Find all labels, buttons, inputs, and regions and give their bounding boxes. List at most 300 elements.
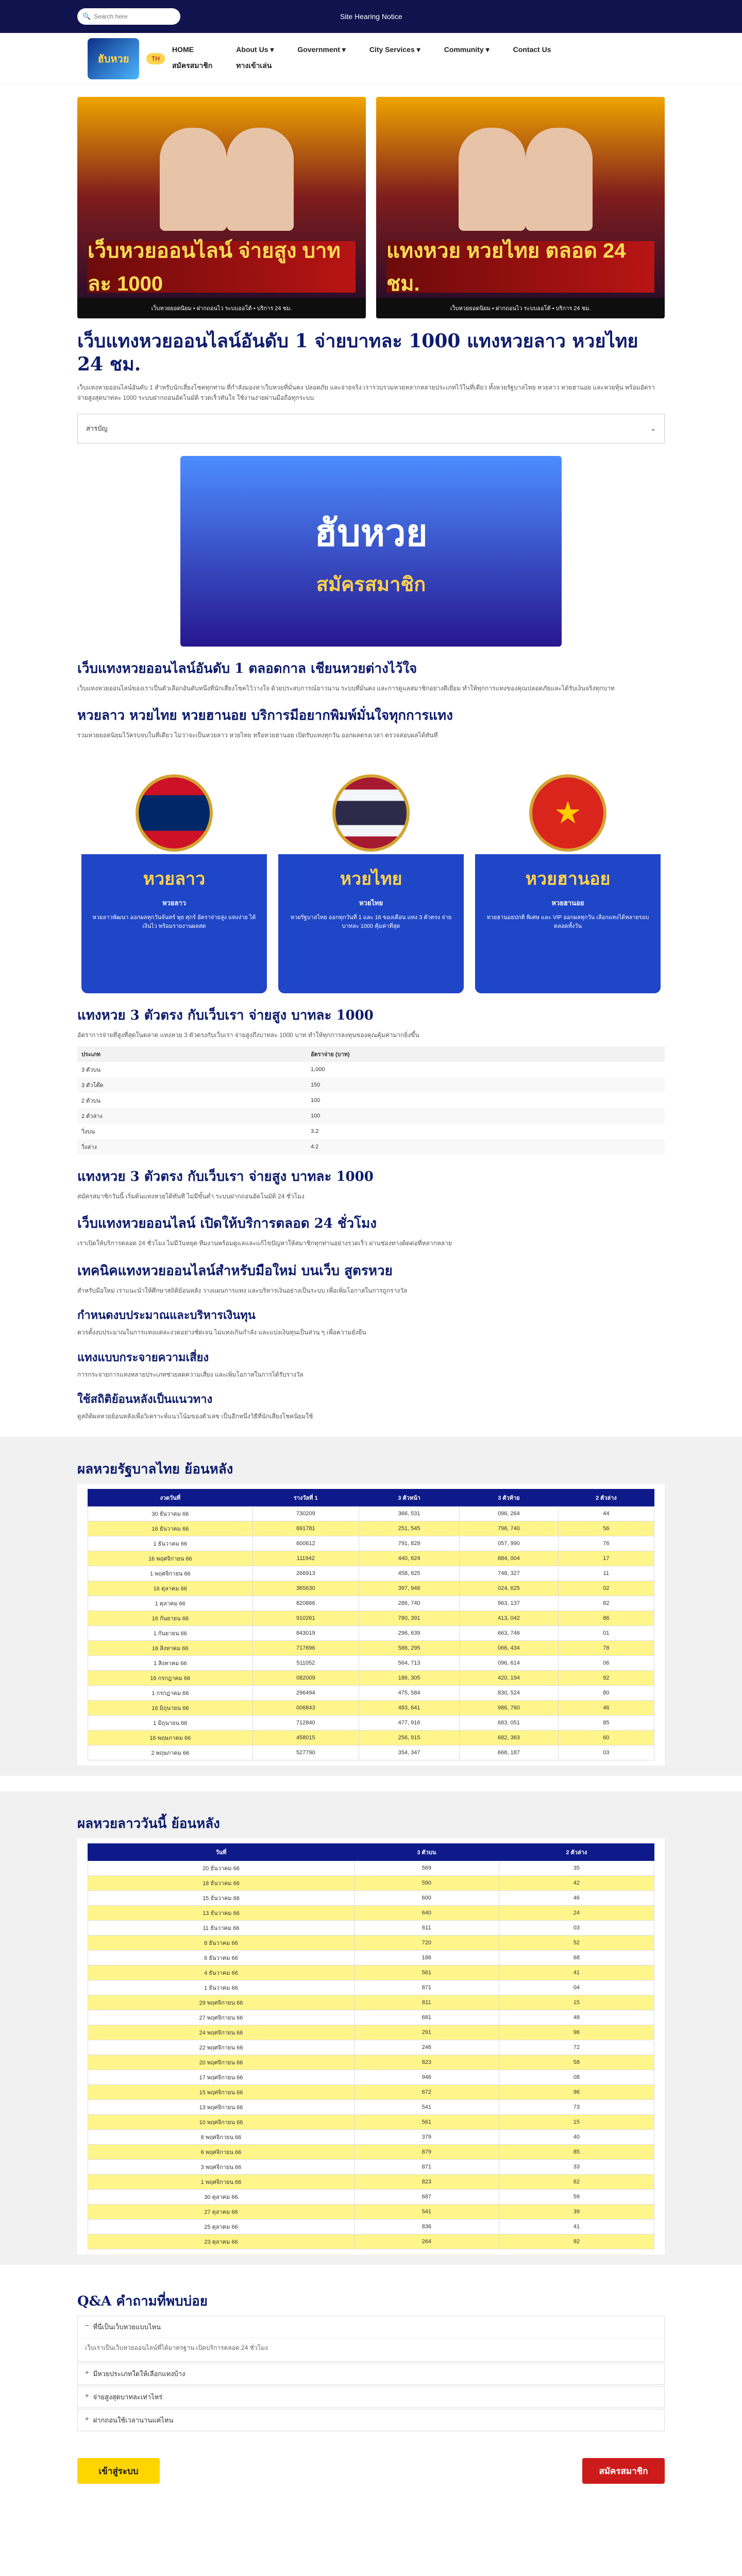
- table-header: รางวัลที่ 1: [252, 1489, 359, 1506]
- table-cell: 879: [354, 2145, 499, 2160]
- lottery-card-thai[interactable]: [278, 756, 464, 993]
- site-notice-link[interactable]: Site Hearing Notice: [340, 12, 402, 21]
- section-text: อัตราการจ่ายที่สูงที่สุดในตลาด แทงหวย 3 ตัวตรงกับเว็บเรา จ่ายสูงถึงบาทละ 1000 บาท ทำให้ทุกการลงทุนของคุณคุ้มค่ามากยิ่งขึ้น: [77, 1031, 419, 1039]
- table-cell: 16 กรกฎาคม 66: [88, 1671, 253, 1686]
- table-row: [88, 1701, 654, 1716]
- table-cell: 4 ธันวาคม 66: [88, 1965, 355, 1980]
- banner-headline: แทงหวย หวยไทย ตลอด 24 ชม.: [386, 241, 654, 293]
- nav-home[interactable]: HOME: [172, 45, 194, 54]
- table-cell: 024, 625: [460, 1581, 559, 1596]
- table-cell: 296, 639: [359, 1626, 459, 1641]
- table-cell: 366, 531: [359, 1506, 459, 1521]
- table-cell: 8 ธันวาคม 66: [88, 1936, 355, 1951]
- hero-banners: [0, 84, 742, 318]
- lottery-card-lao[interactable]: [81, 756, 267, 993]
- table-cell: 3.2: [310, 1128, 319, 1134]
- card-subtitle: หวยฮานอย: [551, 899, 584, 907]
- table-header: 3 ตัวหน้า: [359, 1489, 459, 1506]
- table-cell: 910261: [252, 1611, 359, 1626]
- table-cell: 15: [499, 1995, 654, 2010]
- table-cell: 590: [354, 1876, 499, 1891]
- table-cell: 057, 990: [460, 1536, 559, 1551]
- table-cell: 4.2: [307, 1139, 665, 1155]
- faq-question[interactable]: [78, 2316, 664, 2337]
- table-row: [88, 1906, 654, 1921]
- table-cell: 413, 042: [460, 1611, 559, 1626]
- table-cell: 22 พฤศจิกายน 66: [88, 2040, 355, 2055]
- lottery-card-hanoi[interactable]: [475, 756, 661, 993]
- faq-answer: เว็บเราเป็นเว็บหวยออนไลน์ที่ได้มาตรฐาน เปิดบริการตลอด 24 ชั่วโมง: [78, 2337, 664, 2361]
- table-row: [88, 1551, 654, 1566]
- table-cell: 946: [354, 2070, 499, 2085]
- table-row: [88, 1671, 654, 1686]
- search-icon: 🔍: [82, 12, 91, 20]
- table-cell: 823: [354, 2175, 499, 2190]
- table-cell: 40: [499, 2130, 654, 2145]
- section-heading: ผลหวยรัฐบาลไทย ย้อนหลัง: [77, 1462, 233, 1478]
- table-header: งวดวันที่: [88, 1489, 253, 1506]
- table-cell: 20 พฤศจิกายน 66: [88, 2055, 355, 2070]
- table-cell: 1 กรกฎาคม 66: [88, 1686, 253, 1701]
- table-cell: 2 พฤษภาคม 66: [88, 1745, 253, 1760]
- section-text: สมัครสมาชิกวันนี้ เริ่มต้นแทงหวยได้ทันที ไม่มีขั้นต่ำ ระบบฝากถอนอัตโนมัติ 24 ชั่วโมง: [77, 1192, 305, 1200]
- banner-strip: เว็บหวยยอดนิยม • ฝากถอนไว ระบบออโต้ • บริการ 24 ชม.: [376, 298, 665, 318]
- table-cell: 1 ตุลาคม 66: [88, 1596, 253, 1611]
- faq-question-text: ฝากถอนใช้เวลานานแค่ไหน: [93, 2416, 174, 2425]
- search-box[interactable]: [77, 8, 180, 25]
- banner-strip: เว็บหวยยอดนิยม • ฝากถอนไว ระบบออโต้ • บริการ 24 ชม.: [77, 298, 366, 318]
- section-text: การกระจายการแทงหลายประเภทช่วยลดความเสี่ยง และเพิ่มโอกาสในการได้รับรางวัล: [77, 1370, 303, 1378]
- table-cell: 683, 051: [460, 1716, 559, 1731]
- footer-cta-bar: [0, 2450, 742, 2491]
- toc-label: สารบัญ: [86, 425, 108, 433]
- table-cell: 10 พฤศจิกายน 66: [88, 2115, 355, 2130]
- table-cell: 1 พฤศจิกายน 66: [88, 1566, 253, 1581]
- table-cell: 541: [354, 2205, 499, 2219]
- table-cell: 600: [354, 1891, 499, 1906]
- model-image: [160, 128, 227, 231]
- table-row: [88, 2190, 654, 2205]
- table-cell: 663, 746: [460, 1626, 559, 1641]
- table-row: [77, 1077, 665, 1093]
- table-cell: 27 ตุลาคม 66: [88, 2205, 355, 2219]
- section-heading: เทคนิคแทงหวยออนไลน์สำหรับมือใหม่ บนเว็บ สูตรหวย: [77, 1263, 393, 1279]
- login-button[interactable]: เข้าสู่ระบบ: [77, 2458, 160, 2484]
- table-cell: 150: [307, 1077, 665, 1093]
- table-cell: 35: [499, 1861, 654, 1876]
- table-cell: 820866: [252, 1596, 359, 1611]
- table-cell: 27 พฤศจิกายน 66: [88, 2010, 355, 2025]
- banner-headline: เว็บหวยออนไลน์ จ่ายสูง บาทละ 1000: [88, 241, 356, 293]
- table-cell: 42: [499, 1876, 654, 1891]
- table-row: [88, 1656, 654, 1671]
- table-row: [88, 1861, 654, 1876]
- table-cell: 1 สิงหาคม 66: [88, 1656, 253, 1671]
- faq-item[interactable]: [77, 2386, 665, 2408]
- table-row: [88, 1965, 654, 1980]
- table-cell: 836: [354, 2219, 499, 2234]
- table-cell: 41: [499, 1965, 654, 1980]
- table-cell: 68: [499, 1951, 654, 1965]
- table-cell: 420, 194: [460, 1671, 559, 1686]
- table-cell: 843019: [252, 1626, 359, 1641]
- hero-banner-right[interactable]: [376, 97, 665, 318]
- table-cell: 871: [354, 1980, 499, 1995]
- table-cell: วิ่งล่าง: [77, 1139, 307, 1155]
- table-cell: 46: [558, 1701, 654, 1716]
- table-row: [88, 1686, 654, 1701]
- table-cell: 256, 915: [359, 1731, 459, 1745]
- nav-city-services[interactable]: City Services ▾: [369, 45, 420, 54]
- table-cell: 16 กันยายน 66: [88, 1611, 253, 1626]
- table-cell: 01: [558, 1626, 654, 1641]
- table-cell: 06: [558, 1656, 654, 1671]
- table-row: [88, 2234, 654, 2249]
- model-image: [227, 128, 294, 231]
- faq-question[interactable]: [78, 2363, 664, 2384]
- table-cell: 15 พฤศจิกายน 66: [88, 2085, 355, 2100]
- table-cell: 1 ธันวาคม 66: [88, 1980, 355, 1995]
- table-cell: 111942: [252, 1551, 359, 1566]
- thai-results-table: [88, 1489, 654, 1760]
- table-cell: 15 ธันวาคม 66: [88, 1891, 355, 1906]
- table-cell: 03: [499, 1921, 654, 1936]
- table-row: [88, 1536, 654, 1551]
- card-title: หวยลาว: [143, 869, 206, 889]
- table-cell: 527790: [252, 1745, 359, 1760]
- table-cell: 640: [354, 1906, 499, 1921]
- plus-icon: +: [85, 2368, 89, 2377]
- table-cell: 780, 391: [359, 1611, 459, 1626]
- table-cell: 85: [558, 1716, 654, 1731]
- card-title: หวยไทย: [340, 869, 402, 889]
- table-cell: 3 ตัวบน: [81, 1066, 100, 1073]
- table-cell: 986, 760: [460, 1701, 559, 1716]
- table-cell: 672: [354, 2085, 499, 2100]
- table-row: [77, 1108, 665, 1124]
- table-cell: 03: [558, 1745, 654, 1760]
- table-cell: 681: [354, 2010, 499, 2025]
- table-row: [88, 1980, 654, 1995]
- table-of-contents[interactable]: [77, 414, 665, 444]
- section-text: สำหรับมือใหม่ เราแนะนำให้ศึกษาสถิติย้อนหลัง วางแผนการแทง และบริหารเงินอย่างเป็นระบบ เพื่อเพิ่มโอกาสในการถูกรางวัล: [77, 1286, 408, 1294]
- card-description: หวยฮานอยปกติ พิเศษ และ VIP ออกผลทุกวัน เลือกแทงได้หลายรอบ ตลอดทั้งวัน: [486, 914, 649, 930]
- faq-item[interactable]: [77, 2316, 665, 2362]
- table-cell: 72: [499, 2040, 654, 2055]
- table-cell: 8 พฤศจิกายน 66: [88, 2130, 355, 2145]
- lao-results-section: [0, 1791, 742, 2265]
- table-row: [88, 2160, 654, 2175]
- lottery-cards: [77, 756, 665, 993]
- section-text: รวมหวยยอดนิยมไว้ครบจบในที่เดียว ไม่ว่าจะเป็นหวยลาว หวยไทย หรือหวยฮานอย เปิดรับแทงทุกวัน ออกผลตรงเวลา ตรวจสอบผลได้ทันที: [77, 732, 438, 739]
- faq-question[interactable]: [78, 2386, 664, 2408]
- table-cell: 11 ธันวาคม 66: [88, 1921, 355, 1936]
- table-cell: 96: [499, 2085, 654, 2100]
- table-cell: 246: [354, 2040, 499, 2055]
- table-row: [88, 2010, 654, 2025]
- table-header: 3 ตัวบน: [354, 1844, 499, 1861]
- table-cell: 1 มิถุนายน 66: [88, 1716, 253, 1731]
- table-cell: 02: [558, 1581, 654, 1596]
- nav-login[interactable]: ทางเข้าเล่น: [236, 61, 272, 70]
- table-cell: 717696: [252, 1641, 359, 1656]
- table-cell: 30 ตุลาคม 66: [88, 2190, 355, 2205]
- table-row: [88, 2040, 654, 2055]
- table-cell: 58: [499, 2055, 654, 2070]
- table-cell: 25 ตุลาคม 66: [88, 2219, 355, 2234]
- table-cell: 186, 305: [359, 1671, 459, 1686]
- table-cell: 08: [499, 2070, 654, 2085]
- table-cell: 266913: [252, 1566, 359, 1581]
- table-cell: วิ่งบน: [81, 1128, 95, 1135]
- table-cell: 830, 524: [460, 1686, 559, 1701]
- card-description: หวยลาวพัฒนา ออกผลทุกวันจันทร์ พุธ ศุกร์ อัตราจ่ายสูง แทงง่าย ได้เงินไว พร้อมรายงานผลสด: [92, 914, 256, 930]
- table-cell: 691781: [252, 1521, 359, 1536]
- table-cell: 884, 004: [460, 1551, 559, 1566]
- register-banner[interactable]: [180, 456, 562, 647]
- table-cell: 475, 584: [359, 1686, 459, 1701]
- table-row: [88, 2100, 654, 2115]
- table-cell: 569: [354, 1861, 499, 1876]
- table-cell: 1 ธันวาคม 66: [88, 1536, 253, 1551]
- table-cell: 561: [354, 1965, 499, 1980]
- laos-flag-icon: [136, 774, 213, 852]
- table-row: [88, 1566, 654, 1581]
- table-row: [88, 2205, 654, 2219]
- table-cell: 13 พฤศจิกายน 66: [88, 2100, 355, 2115]
- table-row: [88, 1951, 654, 1965]
- table-cell: 16 พฤศจิกายน 66: [88, 1551, 253, 1566]
- table-cell: 564, 713: [359, 1656, 459, 1671]
- card-description: หวยรัฐบาลไทย ออกทุกวันที่ 1 และ 16 ของเดือน แทง 3 ตัวตรง จ่ายบาทละ 1000 คุ้มค่าที่สุด: [290, 914, 452, 930]
- main-content: [0, 330, 742, 1421]
- faq-question[interactable]: [78, 2410, 664, 2431]
- section-text: เว็บแทงหวยออนไลน์ของเราเป็นตัวเลือกอันดับหนึ่งที่นักเสี่ยงโชคไว้วางใจ ด้วยประสบการณ์ยาวนาน ระบบที่มั่นคง และการดูแลสมาชิกอย่างดีเยี่ยม ทำให้ทุกการแทงของคุณปลอดภัยและได้รับเงินจริงทุกบาท: [77, 684, 615, 692]
- plus-icon: +: [85, 2415, 89, 2423]
- table-cell: 2 ตัวบน: [81, 1097, 100, 1104]
- table-row: [77, 1139, 665, 1155]
- model-image: [459, 128, 526, 231]
- table-cell: 20 ธันวาคม 66: [88, 1861, 355, 1876]
- minus-icon: −: [85, 2321, 89, 2330]
- faq-question-text: มีหวยประเภทใดให้เลือกแทงบ้าง: [93, 2370, 185, 2378]
- faq-question-text: ที่นี่เป็นเว็บหวยแบบไหน: [93, 2323, 161, 2331]
- table-cell: 13 ธันวาคม 66: [88, 1906, 355, 1921]
- card-title: หวยฮานอย: [525, 869, 611, 889]
- table-cell: 811: [354, 1995, 499, 2010]
- chevron-down-icon[interactable]: ⌄: [650, 424, 656, 432]
- nav-contact[interactable]: Contact Us: [513, 45, 551, 54]
- table-cell: 286, 740: [359, 1596, 459, 1611]
- table-cell: 186: [354, 1951, 499, 1965]
- table-cell: 296494: [252, 1686, 359, 1701]
- search-input[interactable]: [94, 13, 171, 20]
- nav-register[interactable]: สมัครสมาชิก: [172, 61, 213, 70]
- table-cell: 52: [499, 1936, 654, 1951]
- site-logo[interactable]: ฮับหวย: [88, 38, 139, 79]
- table-cell: 15: [499, 2115, 654, 2130]
- table-cell: 16 ธันวาคม 66: [88, 1521, 253, 1536]
- table-cell: 823: [354, 2055, 499, 2070]
- table-row: [88, 1641, 654, 1656]
- table-cell: 291: [354, 2025, 499, 2040]
- section-heading: แทงหวย 3 ตัวตรง กับเว็บเรา จ่ายสูง บาทละ 1000: [77, 1007, 374, 1023]
- table-row: [88, 2130, 654, 2145]
- nav-about[interactable]: About Us ▾: [236, 45, 274, 54]
- table-row: [77, 1093, 665, 1108]
- faq-question-text: จ่ายสูงสุดบาทละเท่าไหร่: [93, 2393, 163, 2401]
- table-cell: 17: [558, 1551, 654, 1566]
- table-cell: 24: [499, 1906, 654, 1921]
- table-row: [88, 1995, 654, 2010]
- table-cell: 73: [499, 2100, 654, 2115]
- table-cell: 1 กันยายน 66: [88, 1626, 253, 1641]
- table-cell: 458015: [252, 1731, 359, 1745]
- language-selector[interactable]: TH: [146, 53, 165, 64]
- table-cell: 365630: [252, 1581, 359, 1596]
- table-cell: 11: [558, 1566, 654, 1581]
- table-cell: 62: [499, 2175, 654, 2190]
- table-cell: 712840: [252, 1716, 359, 1731]
- section-heading: เว็บแทงหวยออนไลน์ เปิดให้บริการตลอด 24 ชั่วโมง: [77, 1216, 377, 1232]
- table-row: [88, 1716, 654, 1731]
- section-text: ดูสถิติผลหวยย้อนหลังเพื่อวิเคราะห์แนวโน้มของตัวเลข เป็นอีกหนึ่งวิธีที่นักเสี่ยงโชคนิยมใช้: [77, 1412, 313, 1420]
- table-cell: 96: [499, 2025, 654, 2040]
- table-cell: 92: [499, 2234, 654, 2249]
- table-row: [77, 1062, 665, 1077]
- table-cell: 687: [354, 2190, 499, 2205]
- sub-heading: แทงแบบกระจายความเสี่ยง: [77, 1350, 209, 1364]
- table-header: ประเภท: [77, 1046, 307, 1062]
- table-cell: 04: [499, 1980, 654, 1995]
- table-cell: 458, 825: [359, 1566, 459, 1581]
- nav-government[interactable]: Government ▾: [297, 45, 346, 54]
- card-subtitle: หวยลาว: [162, 899, 187, 907]
- table-cell: 006843: [252, 1701, 359, 1716]
- table-row: [88, 2219, 654, 2234]
- register-banner-brand: ฮับหวย: [314, 512, 428, 554]
- section-heading: แทงหวย 3 ตัวตรง กับเว็บเรา จ่ายสูง บาทละ 1000: [77, 1168, 374, 1184]
- table-cell: 354, 347: [359, 1745, 459, 1760]
- table-cell: 397, 946: [359, 1581, 459, 1596]
- vietnam-flag-icon: ★: [529, 774, 606, 852]
- signup-button[interactable]: สมัครสมาชิก: [582, 2458, 665, 2484]
- model-image: [526, 128, 593, 231]
- faq-item[interactable]: [77, 2409, 665, 2431]
- table-cell: 16 พฤษภาคม 66: [88, 1731, 253, 1745]
- table-cell: 17 พฤศจิกายน 66: [88, 2070, 355, 2085]
- table-row: [88, 1891, 654, 1906]
- section-heading: เว็บแทงหวยออนไลน์อันดับ 1 ตลอดกาล เชียนหวยต่างไว้ใจ: [77, 660, 417, 676]
- site-header: [0, 33, 742, 84]
- table-row: [88, 1936, 654, 1951]
- table-row: [77, 1124, 665, 1139]
- table-header: 3 ตัวท้าย: [460, 1489, 559, 1506]
- table-cell: 100: [310, 1097, 321, 1104]
- hero-banner-left[interactable]: [77, 97, 366, 318]
- table-cell: 483, 641: [359, 1701, 459, 1716]
- table-cell: 82: [558, 1596, 654, 1611]
- table-cell: 6 ธันวาคม 66: [88, 1951, 355, 1965]
- thai-flag-icon: [332, 774, 410, 852]
- table-header: 2 ตัวล่าง: [558, 1489, 654, 1506]
- section-heading: ผลหวยลาววันนี้ ย้อนหลัง: [77, 1816, 220, 1832]
- table-cell: 3 พฤศจิกายน 66: [88, 2160, 355, 2175]
- table-cell: 096, 614: [460, 1656, 559, 1671]
- register-banner-cta: สมัครสมาชิก: [316, 573, 426, 596]
- table-cell: 1,000: [310, 1066, 325, 1073]
- table-row: [88, 2070, 654, 2085]
- intro-text: เว็บแทงหวยออนไลน์อันดับ 1 สำหรับนักเสี่ยงโชคทุกท่าน ที่กำลังมองหาเว็บหวยที่มั่นคง ปลอดภัย และจ่ายจริง เรารวบรวมหวยหลากหลายประเภทไว้ในที่เดียว ทั้งหวยรัฐบาลไทย หวยลาว หวยฮานอย และหวยหุ้น พร้อมอัตราจ่ายสูงสุดบาทละ 1000 ระบบฝากถอนอัตโนมัติ รวดเร็วทันใจ ใช้งานง่ายผ่านมือถือทุกระบบ: [77, 384, 655, 402]
- table-cell: 796, 740: [460, 1521, 559, 1536]
- table-cell: 86: [558, 1611, 654, 1626]
- table-cell: 76: [558, 1536, 654, 1551]
- table-row: [88, 1611, 654, 1626]
- table-row: [88, 2175, 654, 2190]
- table-cell: 16 ตุลาคม 66: [88, 1581, 253, 1596]
- table-row: [88, 1596, 654, 1611]
- table-cell: 60: [558, 1731, 654, 1745]
- table-cell: 41: [499, 2219, 654, 2234]
- faq-section: [0, 2291, 742, 2431]
- table-cell: 963, 137: [460, 1596, 559, 1611]
- table-row: [88, 1731, 654, 1745]
- page-title: เว็บแทงหวยออนไลน์อันดับ 1 จ่ายบาทละ 1000 แทงหวยลาว หวยไทย 24 ชม.: [77, 330, 638, 375]
- table-row: [88, 1521, 654, 1536]
- table-cell: 16 สิงหาคม 66: [88, 1641, 253, 1656]
- faq-title: Q&A คำถามที่พบบ่อย: [77, 2294, 208, 2310]
- table-cell: 066, 434: [460, 1641, 559, 1656]
- lao-results-table: [88, 1843, 654, 2249]
- table-cell: 46: [499, 1891, 654, 1906]
- table-cell: 100: [307, 1108, 665, 1124]
- card-subtitle: หวยไทย: [359, 899, 383, 907]
- section-text: เราเปิดให้บริการตลอด 24 ชั่วโมง ไม่มีวันหยุด ทีมงานพร้อมดูแลและแก้ไขปัญหาให้สมาชิกทุกท่านอย่างรวดเร็ว ผ่านช่องทางติดต่อที่หลากหลาย: [77, 1240, 452, 1247]
- table-cell: 16 มิถุนายน 66: [88, 1701, 253, 1716]
- table-cell: 29 พฤศจิกายน 66: [88, 1995, 355, 2010]
- table-cell: 541: [354, 2100, 499, 2115]
- table-cell: 668, 187: [460, 1745, 559, 1760]
- table-cell: 871: [354, 2160, 499, 2175]
- table-cell: 586, 295: [359, 1641, 459, 1656]
- table-cell: 33: [499, 2160, 654, 2175]
- thai-results-section: [0, 1437, 742, 1776]
- table-cell: 85: [499, 2145, 654, 2160]
- table-cell: 59: [499, 2190, 654, 2205]
- table-row: [88, 1921, 654, 1936]
- table-row: [88, 1626, 654, 1641]
- table-cell: 30 ธันวาคม 66: [88, 1506, 253, 1521]
- table-cell: 682, 363: [460, 1731, 559, 1745]
- table-cell: 1 พฤศจิกายน 66: [88, 2175, 355, 2190]
- table-row: [88, 1745, 654, 1760]
- table-cell: 23 ตุลาคม 66: [88, 2234, 355, 2249]
- sub-heading: กำหนดงบประมาณและบริหารเงินทุน: [77, 1309, 256, 1323]
- table-cell: 600612: [252, 1536, 359, 1551]
- table-cell: 56: [558, 1521, 654, 1536]
- table-row: [88, 2085, 654, 2100]
- nav-community[interactable]: Community ▾: [444, 45, 490, 54]
- table-cell: 39: [499, 2205, 654, 2219]
- top-bar: [0, 0, 742, 33]
- table-cell: 92: [558, 1671, 654, 1686]
- table-cell: 2 ตัวล่าง: [77, 1108, 307, 1124]
- table-cell: 720: [354, 1936, 499, 1951]
- table-cell: 18 ธันวาคม 66: [88, 1876, 355, 1891]
- faq-item[interactable]: [77, 2363, 665, 2385]
- table-cell: 511052: [252, 1656, 359, 1671]
- table-row: [88, 2025, 654, 2040]
